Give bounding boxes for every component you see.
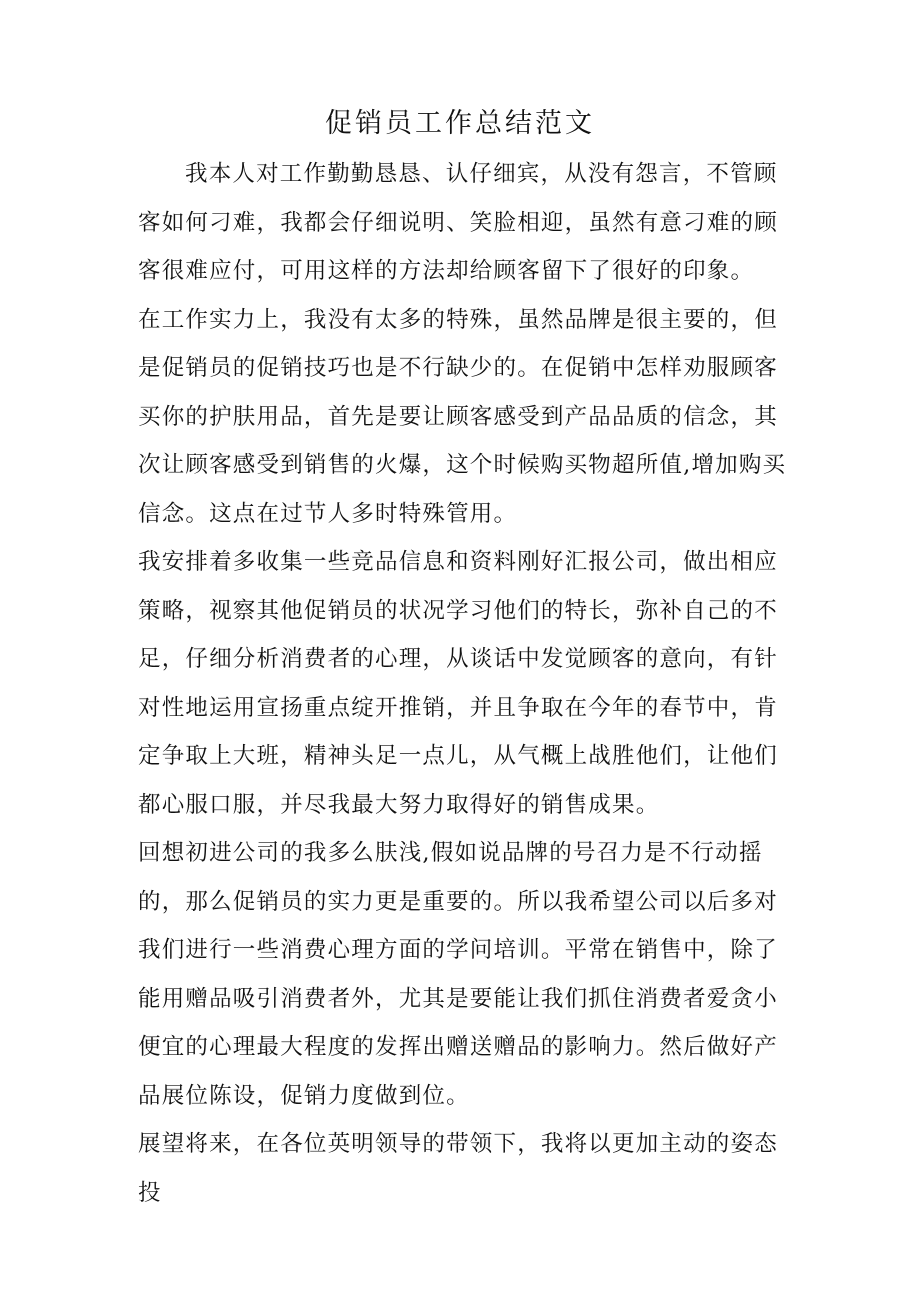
paragraph-sales-skills: 在工作实力上，我没有太多的特殊，虽然品牌是很主要的，但是促销员的促销技巧也是不行缺少的。在促销中怎样劝服顾客买你的护肤用品，首先是要让顾客感受到产品品质的信念，其次让顾客感受到销售的火爆，这个时候购买物超所值,增加购买信念。这点在过节人多时特殊管用。 xyxy=(138,306,787,527)
document-title: 促销员工作总结范文 xyxy=(325,108,595,139)
paragraph-reflection: 回想初进公司的我多么肤浅,假如说品牌的号召力是不行动摇的，那么促销员的实力更是重要的。所以我希望公司以后多对我们进行一些消费心理方面的学问培训。平常在销售中，除了能用赠品吸引消费者外，尤其是要能让我们抓住消费者爱贪小便宜的心理最大程度的发挥出赠送赠品的影响力。然后做好产品展位陈设，促销力度做到位。 xyxy=(138,840,778,1109)
paragraph-plans: 我安排着多收集一些竞品信息和资料刚好汇报公司，做出相应策略，视察其他促销员的状况学习他们的特长，弥补自己的不足，仔细分析消费者的心理，从谈话中发觉顾客的意向，有针对性地运用宣扬重点绽开推销，并且争取在今年的春节中，肯定争取上大班，精神头足一点儿，从气概上战胜他们，让他们都心服口服，并尽我最大努力取得好的销售成果。 xyxy=(138,549,778,818)
paragraph-outlook: 展望将来，在各位英明领导的带领下，我将以更加主动的姿态投 xyxy=(138,1131,778,1206)
document-body xyxy=(138,150,788,1217)
paragraph-work-attitude: 我本人对工作勤勤恳恳、认仔细宾，从没有怨言，不管顾客如何刁难，我都会仔细说明、笑脸相迎，虽然有意刁难的顾客很难应付，可用这样的方法却给顾客留下了很好的印象。 xyxy=(138,161,778,284)
